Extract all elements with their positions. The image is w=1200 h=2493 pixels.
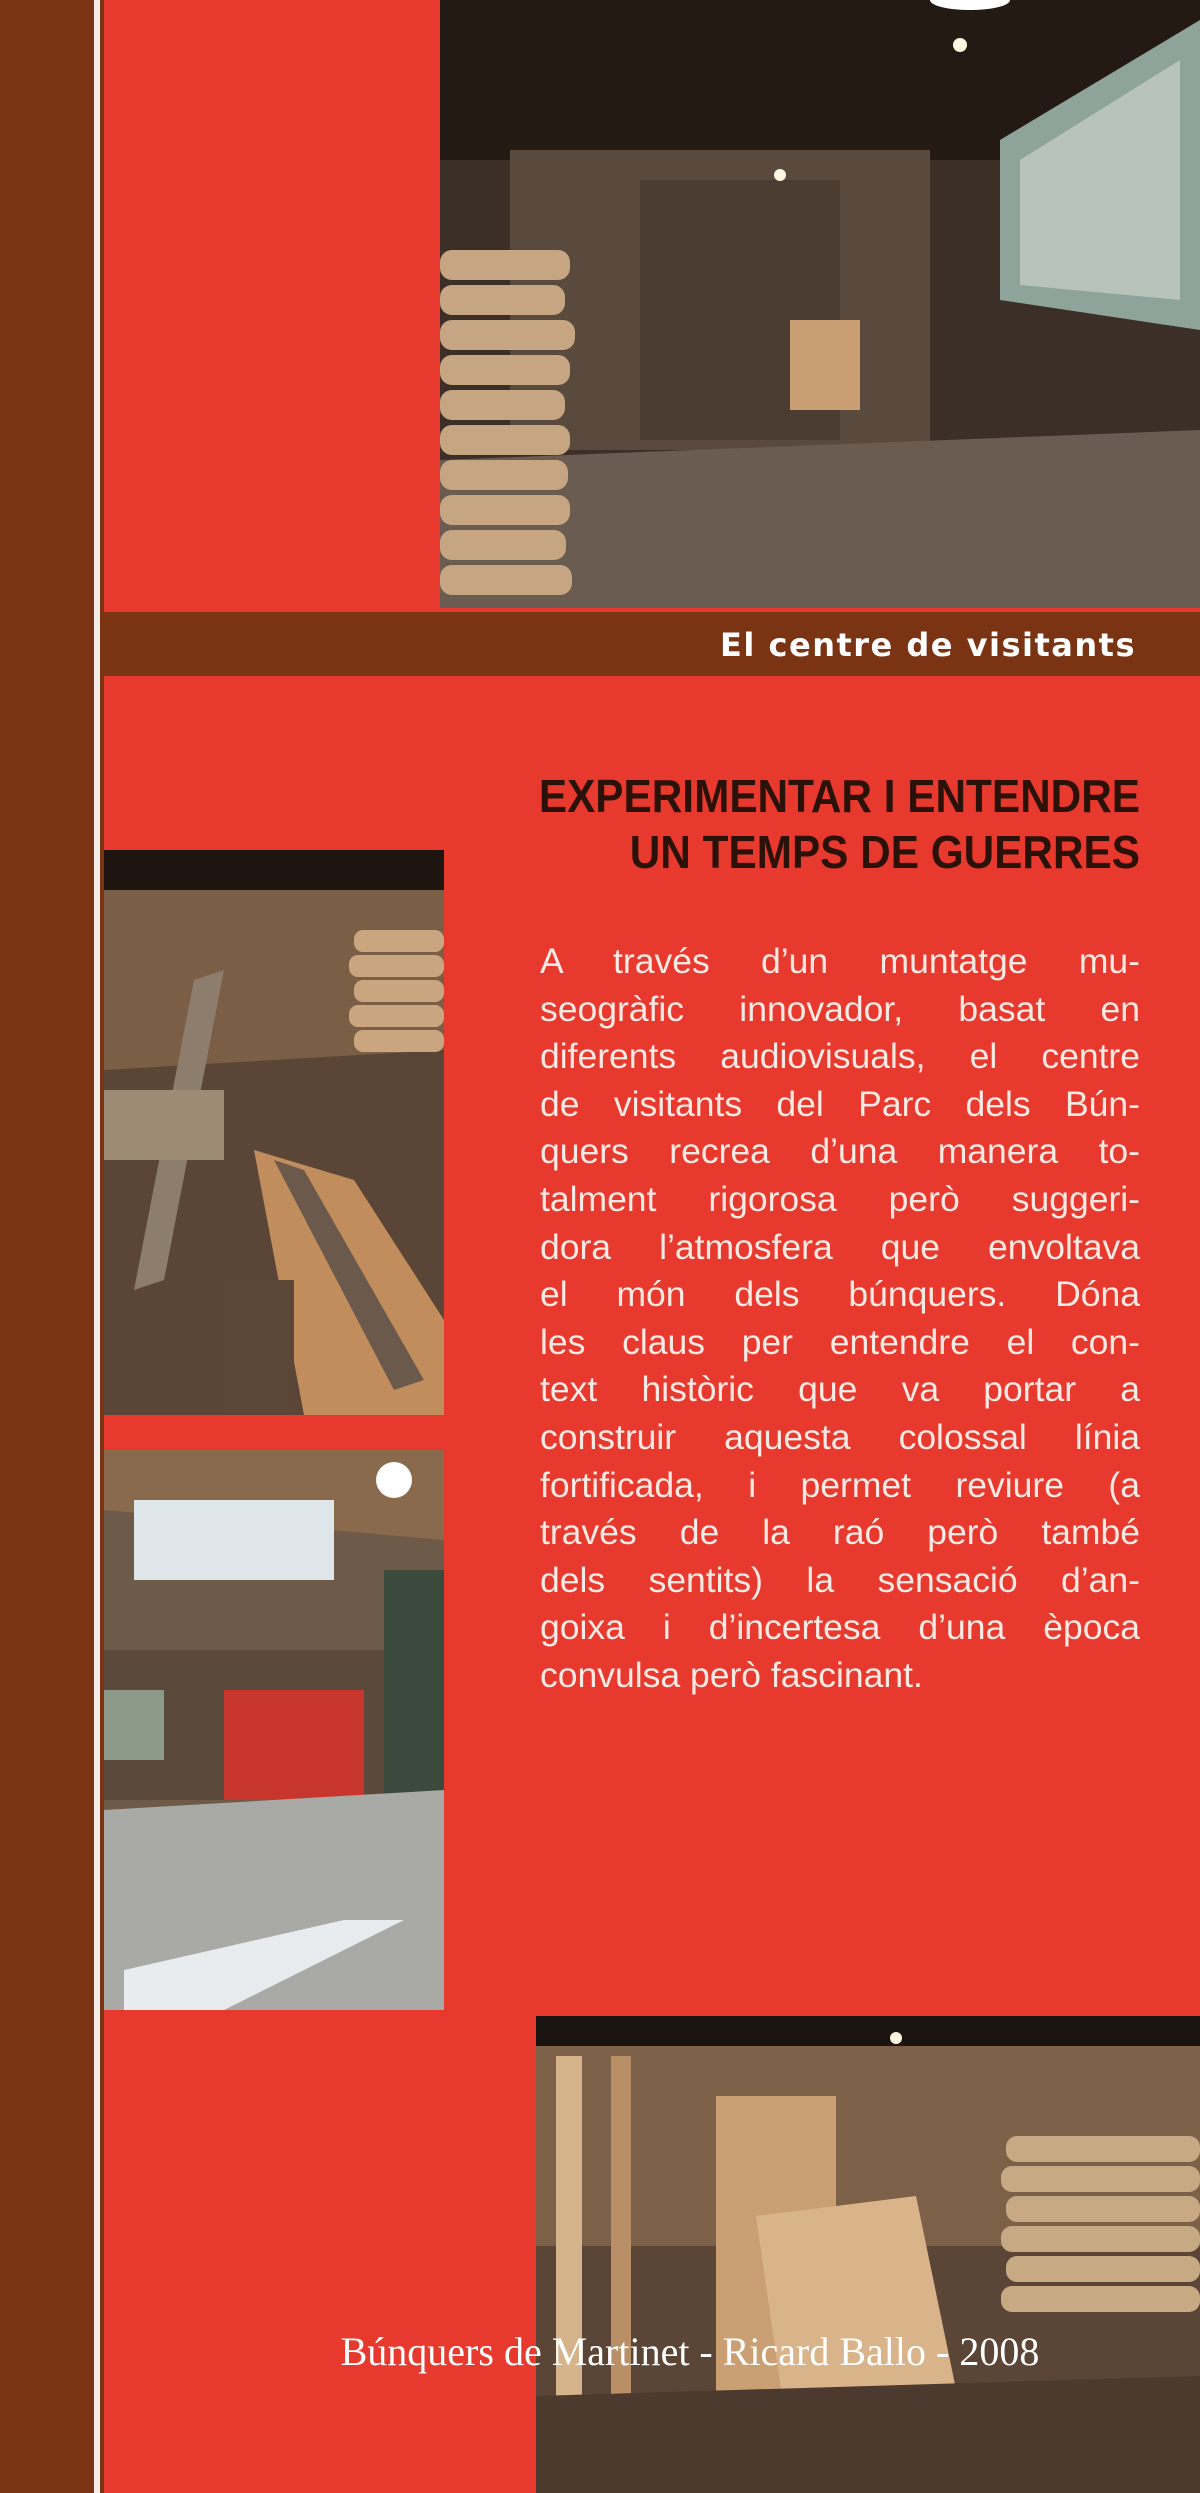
- section-label: El centre de visitants: [720, 626, 1136, 664]
- photo-credit-caption: Búnquers de Martinet - Ricard Ballo - 2008: [340, 2329, 1040, 2374]
- body-paragraph: [540, 938, 1140, 1700]
- body-line: A través d’un muntatge mu-: [540, 941, 1140, 981]
- body-line: diferents audiovisuals, el centre: [540, 1036, 1140, 1077]
- body-line: seogràfic innovador, basat en: [540, 988, 1140, 1029]
- body-line: construir aquesta colossal línia: [540, 1416, 1140, 1457]
- body-line: talment rigorosa però suggeri-: [540, 1178, 1140, 1219]
- photo-visitor-hall: [104, 1450, 444, 2010]
- body-line: través de la raó però també: [540, 1512, 1140, 1553]
- body-line: el món dels búnquers. Dóna: [540, 1274, 1140, 1315]
- heading-line-2: UN TEMPS DE GUERRES: [629, 826, 1140, 878]
- body-line: dels sentits) la sensació d’an-: [540, 1559, 1140, 1600]
- photo-sandbags-beams: [536, 2016, 1200, 2493]
- section-band: [104, 612, 1200, 676]
- body-line: text històric que va portar a: [540, 1369, 1140, 1410]
- panel-heading: [459, 768, 1140, 880]
- body-line: goixa i d’incertesa d’una època: [540, 1607, 1140, 1648]
- body-line: convulsa però fascinant.: [540, 1654, 923, 1695]
- body-line: les claus per entendre el con-: [540, 1321, 1140, 1362]
- heading-line-1: EXPERIMENTAR I ENTENDRE: [538, 770, 1140, 822]
- left-brown-strip: [0, 0, 104, 2493]
- body-line: fortificada, i permet reviure (a: [540, 1464, 1140, 1505]
- body-line: quers recrea d’una manera to-: [540, 1131, 1140, 1172]
- body-line: dora l’atmosfera que envoltava: [540, 1226, 1140, 1267]
- photo-bunker-interior: [440, 0, 1200, 608]
- photo-machine-gun-exhibit: [104, 850, 444, 1415]
- body-line: de visitants del Parc dels Bún-: [540, 1083, 1140, 1124]
- left-divider-line: [94, 0, 100, 2493]
